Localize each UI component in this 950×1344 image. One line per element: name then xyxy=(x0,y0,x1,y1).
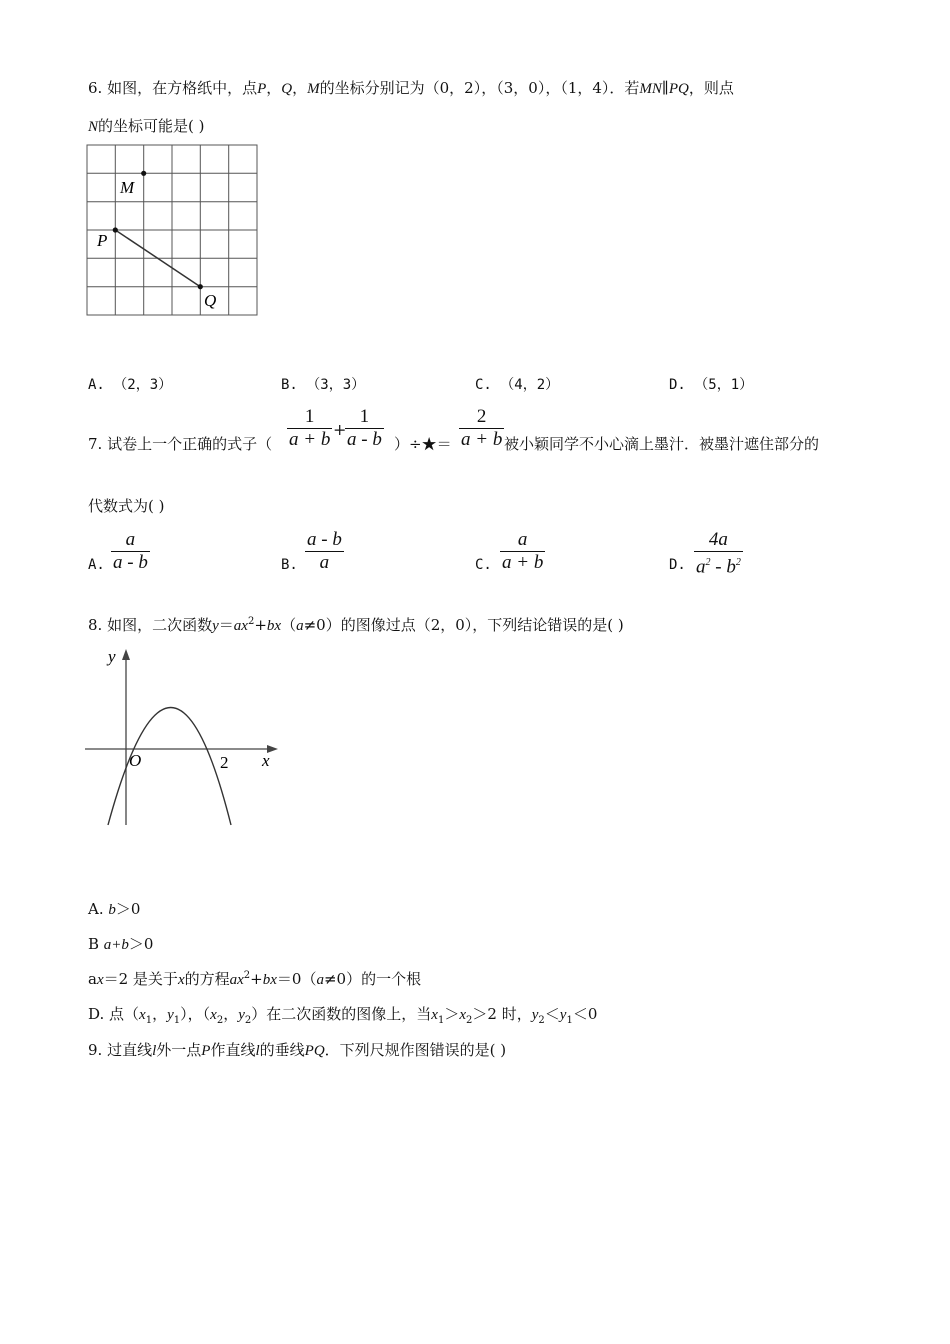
point-m xyxy=(141,171,146,176)
y-axis-arrow-icon xyxy=(122,649,130,660)
q6-option-c: C. （4，2） xyxy=(475,377,560,393)
q7-option-b-letter: B. xyxy=(281,557,298,573)
q7-option-d-fraction: $\frac{4a}{a^2 - b^2}$ xyxy=(696,529,741,578)
q7-line2: 代数式为( ) xyxy=(88,497,165,515)
q6-option-a: A. （2，3） xyxy=(88,377,173,393)
label-y: y xyxy=(108,647,116,666)
q7-option-c-letter: C. xyxy=(475,557,492,573)
q8-option-b: B a+b＞0 xyxy=(88,935,154,953)
q8-option-a: A. b＞0 xyxy=(88,900,141,918)
q7-operators: ）÷★＝ xyxy=(394,435,452,453)
q7-fraction-1: $\frac{1}{a + b}$ xyxy=(289,406,331,450)
q7-fraction-3: $\frac{2}{a + b}$ xyxy=(461,406,503,450)
q6-line2: N的坐标可能是( ) xyxy=(88,117,205,135)
q7-option-a-letter: A. xyxy=(88,557,105,573)
q8-stem: 8. 如图，二次函数$y=ax^2+bx(a\ne 0)$的图像过点（2，0），下列结论错误的是( ) xyxy=(88,616,624,634)
point-p xyxy=(113,227,118,232)
label-m: M xyxy=(120,178,135,197)
q7-fraction-2: $\frac{1}{a - b}$ xyxy=(347,406,382,450)
label-q: Q xyxy=(204,291,217,310)
q6-option-b: B. （3，3） xyxy=(281,377,366,393)
q6-grid-figure xyxy=(80,140,270,325)
label-origin: O xyxy=(129,751,142,770)
q6-option-d: D. （5，1） xyxy=(669,377,754,393)
q7-line1-end: 被小颖同学不小心滴上墨汁．被墨汁遮住部分的 xyxy=(504,435,820,453)
q7-option-c-fraction: $\frac{a}{a + b}$ xyxy=(502,529,544,573)
q9-stem: 9. 过直线l外一点P作直线l的垂线PQ．下列尺规作图错误的是( ) xyxy=(88,1041,507,1059)
q7-line1-start: 7. 试卷上一个正确的式子（ xyxy=(88,435,273,453)
q6-line1: 6. 如图，在方格纸中，点P，Q，M的坐标分别记为（0，2），（3，0），（1，4）．若MN∥PQ，则点 xyxy=(88,79,734,97)
q7-plus: + xyxy=(333,420,347,439)
q8-option-d: D. 点（$x_1$，$y_1$），（$x_2$，$y_2$）在二次函数的图像上，当$x_1>x_2>2$ 时，$y_2<y_1<0$ xyxy=(88,1005,598,1026)
label-p: P xyxy=(97,231,108,250)
point-q xyxy=(198,284,203,289)
q7-option-b-fraction: $\frac{a - b}{a}$ xyxy=(307,529,342,573)
q8-parabola-figure xyxy=(80,645,290,830)
q7-option-a-fraction: $\frac{a}{a - b}$ xyxy=(113,529,148,573)
q7-option-d-letter: D. xyxy=(669,557,686,573)
label-two: 2 xyxy=(220,753,229,772)
q8-option-c: ax＝2 是关于x的方程$ax^2+bx=0(a\ne 0)$的一个根 xyxy=(88,970,422,988)
label-x: x xyxy=(262,751,270,770)
